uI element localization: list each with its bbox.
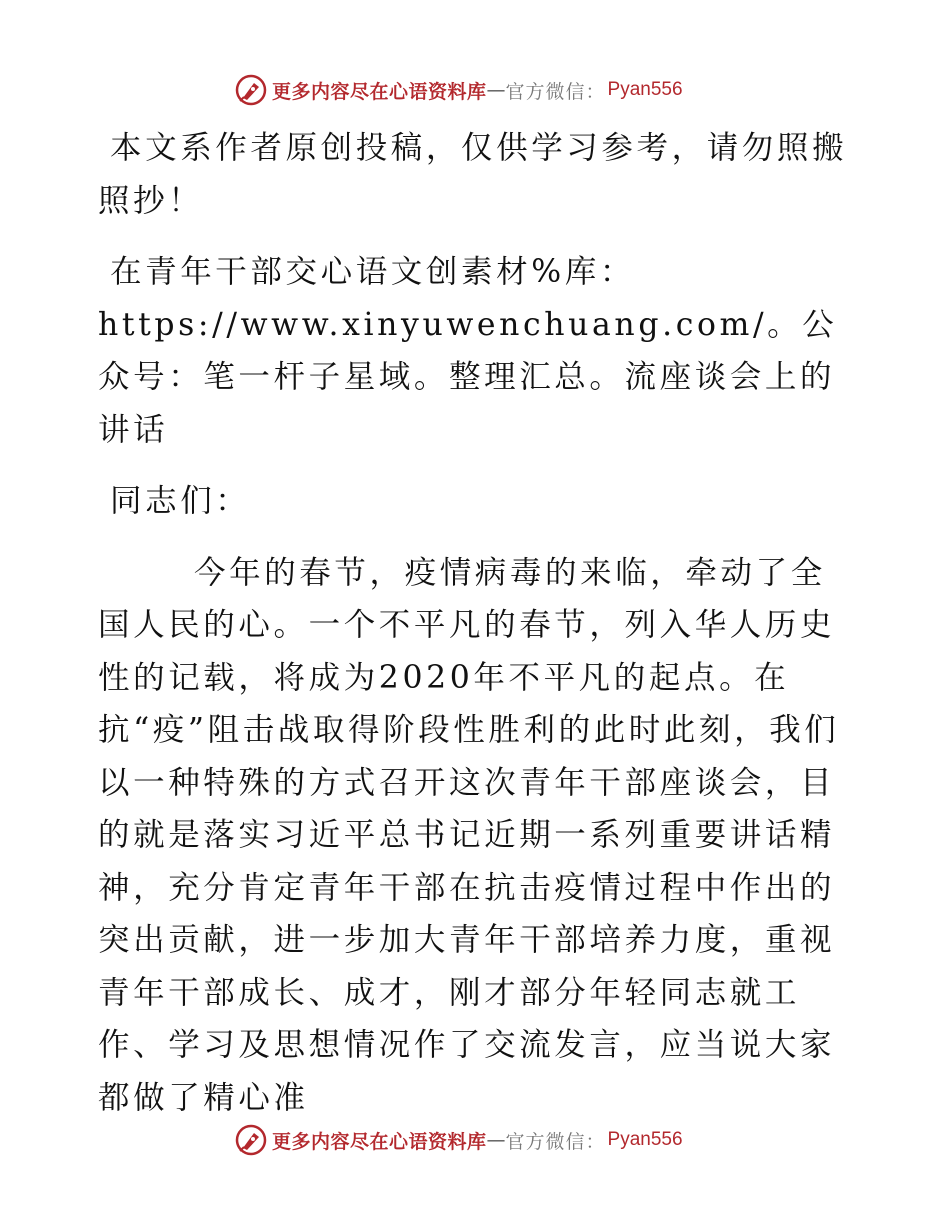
document-body (98, 122, 850, 1124)
pen-nib-icon (234, 1123, 268, 1157)
footer-banner (234, 1120, 683, 1160)
body-paragraph-1: 今年的春节，疫情病毒的来临，牵动了全国人民的心。一个不平凡的春节，列入华人历史性的记载，将成为2020年不平凡的起点。在 (98, 554, 836, 696)
banner-wechat-label: 官方微信： (505, 1130, 606, 1153)
pen-nib-icon (234, 73, 268, 107)
notice-paragraph: 本文系作者原创投稿，仅供学习参考，请勿照搬照抄！ (98, 130, 848, 219)
banner-wechat-label: 官方微信： (505, 80, 606, 103)
greeting: 同志们： (110, 483, 251, 519)
banner-title: 更多内容尽在心语资料库 (272, 1130, 487, 1153)
header-banner (234, 70, 683, 110)
banner-title: 更多内容尽在心语资料库 (272, 80, 487, 103)
banner-dash: — (486, 79, 506, 101)
banner-wechat-id: Pyan556 (607, 1129, 683, 1150)
banner-wechat-id: Pyan556 (607, 79, 683, 100)
banner-dash: — (486, 1129, 506, 1151)
source-paragraph: 在青年干部交心语文创素材%库：https://www.xinyuwenchuang.com/。公众号：笔一杆子星域。整理汇总。流座谈会上的讲话 (98, 254, 838, 448)
body-paragraph-2: 抗“疫”阻击战取得阶段性胜利的此时此刻，我们以一种特殊的方式召开这次青年干部座谈会，目的就是落实习近平总书记近期一系列重要讲话精神，充分肯定青年干部在抗击疫情过程中作出的突出贡献，进一步加大青年干部培养力度，重视青年干部成长、成才，刚才部分年轻同志就工作、学习及思想情况作了交流发言，应当说大家都做了精心准 (98, 712, 840, 1116)
